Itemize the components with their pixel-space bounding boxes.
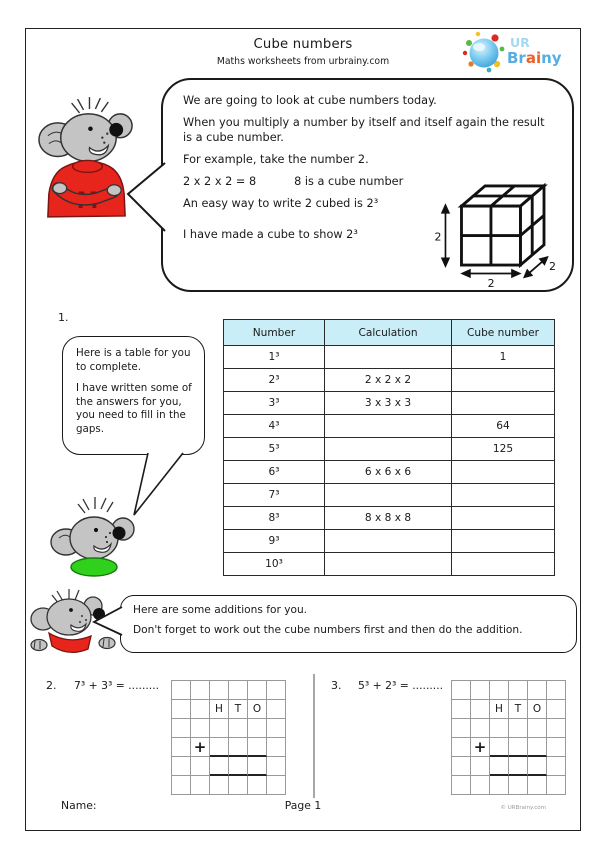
- cube-depth-label: 2: [549, 260, 557, 274]
- grid-cell: [490, 776, 509, 795]
- additions-speech-bubble: [120, 595, 577, 653]
- intro-line-6: I have made a cube to show 2³: [183, 228, 358, 241]
- cube-number-cell: [452, 530, 555, 553]
- intro-calculation: 2 x 2 x 2 = 8: [183, 175, 257, 188]
- number-cell: 3³: [224, 392, 325, 415]
- table-row: [224, 461, 555, 484]
- height-arrow-icon: [442, 205, 449, 266]
- grid-header-h: H: [210, 700, 229, 719]
- table-row: [224, 530, 555, 553]
- grid-cell: [229, 757, 248, 776]
- grid-cell: [172, 719, 191, 738]
- grid-cell: [229, 719, 248, 738]
- grid-header-h: H: [490, 700, 509, 719]
- table-row: [224, 484, 555, 507]
- intro-cube-statement: 8 is a cube number: [294, 175, 404, 188]
- calculation-cell: 3 x 3 x 3: [325, 392, 452, 415]
- grid-cell: [547, 776, 566, 795]
- grid-cell: [547, 681, 566, 700]
- name-label: Name:: [61, 799, 97, 812]
- cube-number-cell: [452, 461, 555, 484]
- grid-cell: [471, 757, 490, 776]
- cube-number-cell: [452, 553, 555, 576]
- col-header-number: Number: [224, 320, 325, 346]
- table-row: [224, 369, 555, 392]
- grid-cell: [172, 681, 191, 700]
- grid-cell: [248, 757, 267, 776]
- globe-icon: [463, 32, 505, 73]
- grid-cell: [229, 776, 248, 795]
- table-row: [224, 507, 555, 530]
- grid-cell: [248, 681, 267, 700]
- grid-cell: [210, 757, 229, 776]
- cube-number-cell: 1: [452, 346, 555, 369]
- cube-height-label: 2: [434, 230, 442, 244]
- intro-line-1: We are going to look at cube numbers today.: [183, 94, 437, 107]
- grid-cell: [509, 719, 528, 738]
- logo-text-brainy: Brainy: [507, 49, 562, 67]
- grid-cell: [248, 738, 267, 757]
- grid-cell: [191, 681, 210, 700]
- plus-sign: +: [471, 738, 490, 757]
- grid-cell: [528, 719, 547, 738]
- grid-cell: [191, 700, 210, 719]
- intro-line-3: For example, take the number 2.: [183, 153, 369, 166]
- grid-cell: [509, 757, 528, 776]
- page-number: Page 1: [284, 799, 322, 812]
- grid-cell: [229, 681, 248, 700]
- calculation-cell: [325, 438, 452, 461]
- cube-number-cell: 125: [452, 438, 555, 461]
- q2-addition-grid: [171, 680, 286, 795]
- intro-speech-bubble: [161, 78, 574, 292]
- number-cell: 7³: [224, 484, 325, 507]
- grid-header-o: O: [248, 700, 267, 719]
- grid-cell: [547, 738, 566, 757]
- calculation-cell: [325, 484, 452, 507]
- table-row: [224, 392, 555, 415]
- logo-text-ur: UR: [510, 35, 530, 50]
- grid-cell: [471, 776, 490, 795]
- question-1-number: 1.: [58, 311, 69, 324]
- sweater-letter-m: M: [76, 189, 99, 215]
- grid-cell: [528, 776, 547, 795]
- grid-cell: [509, 776, 528, 795]
- cube-diagram: [432, 168, 560, 288]
- table-instruction-2: I have written some of the answers for you, you need to fill in the gaps.: [76, 382, 192, 435]
- speech-bubble-tail: [125, 160, 167, 234]
- grid-header-t: T: [509, 700, 528, 719]
- calculation-cell: 2 x 2 x 2: [325, 369, 452, 392]
- question-divider: [313, 674, 315, 798]
- grid-header-t: T: [229, 700, 248, 719]
- worksheet-page: [25, 28, 581, 831]
- grid-cell: [490, 738, 509, 757]
- cube-numbers-table: [223, 319, 555, 576]
- grid-cell: [229, 738, 248, 757]
- grid-cell: [210, 738, 229, 757]
- number-cell: 2³: [224, 369, 325, 392]
- additions-line-1: Here are some additions for you.: [133, 604, 308, 616]
- table-row: [224, 415, 555, 438]
- number-cell: 1³: [224, 346, 325, 369]
- grid-cell: [547, 757, 566, 776]
- q3-addition-grid: [451, 680, 566, 795]
- grid-cell: [452, 719, 471, 738]
- grid-cell: [248, 776, 267, 795]
- grid-cell: [172, 776, 191, 795]
- mouse-character-head: [49, 496, 141, 580]
- intro-line-5: An easy way to write 2 cubed is 2³: [183, 197, 379, 210]
- grid-cell: [547, 719, 566, 738]
- grid-cell: [547, 700, 566, 719]
- col-header-calculation: Calculation: [325, 320, 452, 346]
- grid-cell: [210, 719, 229, 738]
- grid-cell: [267, 776, 286, 795]
- calculation-cell: [325, 553, 452, 576]
- number-cell: 8³: [224, 507, 325, 530]
- grid-cell: [528, 681, 547, 700]
- grid-cell: [191, 776, 210, 795]
- grid-cell: [210, 776, 229, 795]
- copyright-text: © URBrainy.com: [500, 805, 546, 811]
- speech-bubble-tail: [90, 603, 126, 639]
- question-3-expression: 5³ + 2³ = .........: [358, 679, 444, 692]
- calculation-cell: [325, 346, 452, 369]
- width-arrow-icon: [462, 270, 519, 277]
- grid-cell: [528, 757, 547, 776]
- page-title: Cube numbers: [253, 37, 353, 52]
- grid-cell: [490, 681, 509, 700]
- cube-number-cell: [452, 507, 555, 530]
- number-cell: 9³: [224, 530, 325, 553]
- urbrainy-logo: [462, 30, 576, 75]
- grid-header-o: O: [528, 700, 547, 719]
- grid-cell: [452, 738, 471, 757]
- additions-line-2: Don't forget to work out the cube numbers first and then do the addition.: [133, 624, 523, 636]
- number-cell: 4³: [224, 415, 325, 438]
- grid-cell: [471, 681, 490, 700]
- question-2-expression: 7³ + 3³ = .........: [74, 679, 160, 692]
- cube-number-cell: [452, 484, 555, 507]
- table-instructions-bubble: [62, 336, 205, 455]
- mouse-character-intro: [34, 95, 138, 219]
- number-cell: 10³: [224, 553, 325, 576]
- cube-number-cell: [452, 392, 555, 415]
- grid-cell: [210, 681, 229, 700]
- plus-sign: +: [191, 738, 210, 757]
- number-cell: 6³: [224, 461, 325, 484]
- calculation-cell: [325, 530, 452, 553]
- question-2-number: 2.: [46, 679, 57, 692]
- grid-cell: [248, 719, 267, 738]
- grid-cell: [471, 700, 490, 719]
- grid-cell: [509, 681, 528, 700]
- table-row: [224, 553, 555, 576]
- question-3-number: 3.: [331, 679, 342, 692]
- table-header-row: [224, 320, 555, 346]
- green-collar: [71, 558, 117, 576]
- grid-cell: [490, 719, 509, 738]
- cube-width-label: 2: [487, 276, 495, 288]
- grid-cell: [267, 738, 286, 757]
- calculation-cell: [325, 415, 452, 438]
- grid-cell: [509, 738, 528, 757]
- intro-line-2: When you multiply a number by itself and itself again the result is a cube number.: [183, 116, 545, 144]
- grid-cell: [452, 757, 471, 776]
- cube-number-cell: [452, 369, 555, 392]
- table-instruction-1: Here is a table for you to complete.: [76, 347, 191, 373]
- table-row: [224, 346, 555, 369]
- red-scarf: [49, 633, 91, 652]
- grid-cell: [267, 757, 286, 776]
- grid-cell: [191, 757, 210, 776]
- grid-cell: [172, 757, 191, 776]
- grid-cell: [191, 719, 210, 738]
- grid-cell: [452, 700, 471, 719]
- col-header-cube-number: Cube number: [452, 320, 555, 346]
- grid-cell: [267, 719, 286, 738]
- grid-cell: [172, 738, 191, 757]
- grid-cell: [528, 738, 547, 757]
- page-subtitle: Maths worksheets from urbrainy.com: [216, 56, 390, 67]
- grid-cell: [172, 700, 191, 719]
- grid-cell: [452, 776, 471, 795]
- cube-number-cell: 64: [452, 415, 555, 438]
- grid-cell: [471, 719, 490, 738]
- calculation-cell: 6 x 6 x 6: [325, 461, 452, 484]
- table-row: [224, 438, 555, 461]
- grid-cell: [452, 681, 471, 700]
- grid-cell: [267, 700, 286, 719]
- grid-cell: [490, 757, 509, 776]
- grid-cell: [267, 681, 286, 700]
- calculation-cell: 8 x 8 x 8: [325, 507, 452, 530]
- number-cell: 5³: [224, 438, 325, 461]
